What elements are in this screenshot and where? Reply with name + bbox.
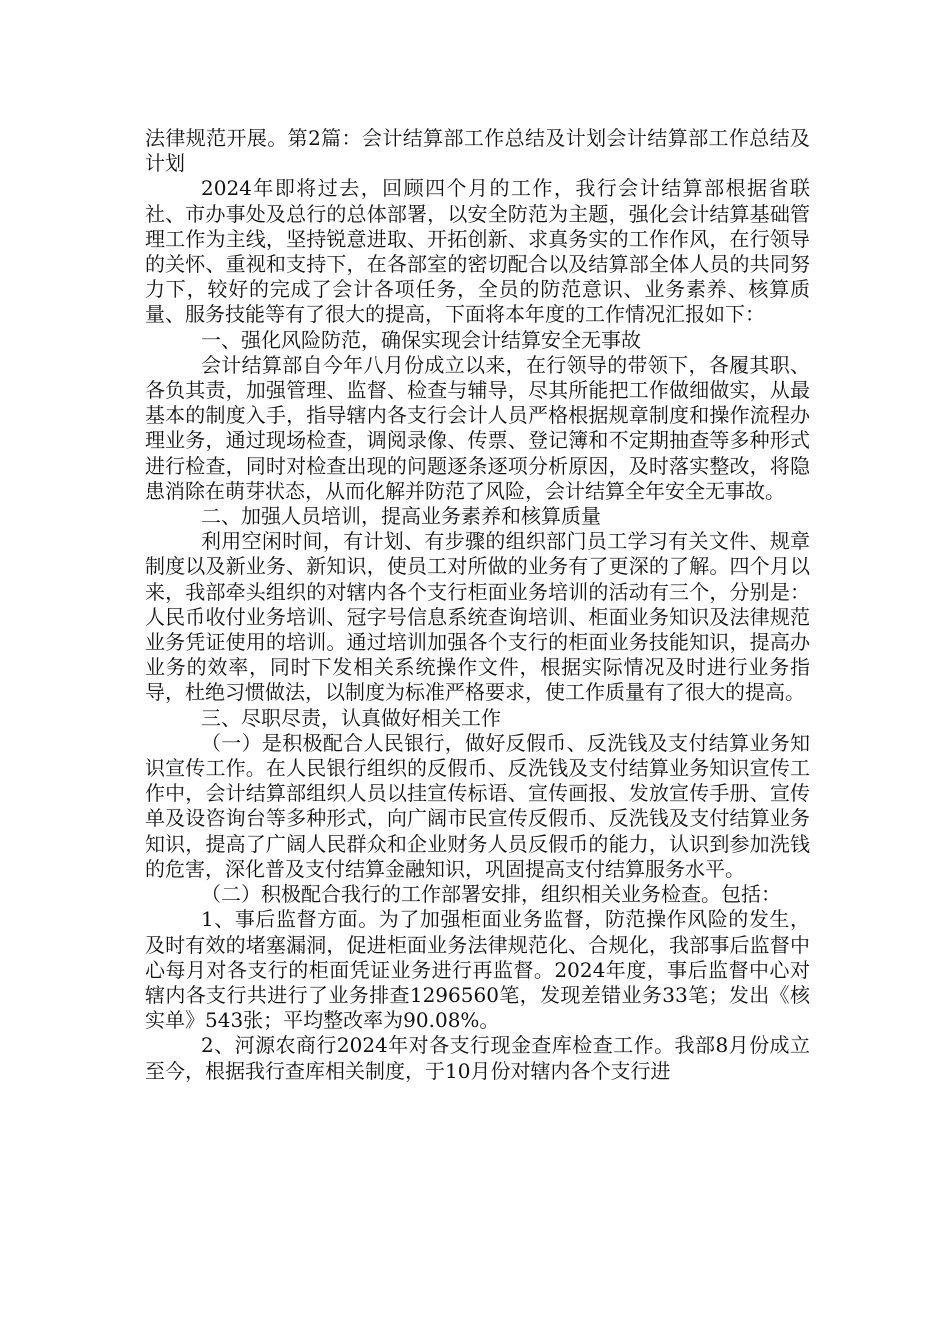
document-page (145, 126, 810, 1084)
paragraph-cash-check: 2、河源农商行2024年对各支行现金查库检查工作。我部8月份成立至今，根据我行查库相关制度，于10月份对辖内各个支行进 (145, 1033, 810, 1083)
paragraph-publicity: （一）是积极配合人民银行，做好反假币、反洗钱及支付结算业务知识宣传工作。在人民银行组织的反假币、反洗钱及支付结算业务知识宣传工作中，会计结算部组织人员以挂宣传标语、宣传画报、发放宣传手册、宣传单及设咨询台等多种形式，向广阔市民宣传反假币、反洗钱及支付结算业务知识，提高了广阔人民群众和企业财务人员反假币的能力，认识到参加洗钱的危害，深化普及支付结算金融知识，巩固提高支付结算服务水平。 (145, 730, 810, 881)
paragraph-risk: 会计结算部自今年八月份成立以来，在行领导的带领下，各履其职、各负其责，加强管理、监督、检查与辅导，尽其所能把工作做细做实，从最基本的制度入手，指导辖内各支行会计人员严格根据规章制度和操作流程办理业务，通过现场检查，调阅录像、传票、登记簿和不定期抽查等多种形式进行检查，同时对检查出现的问题逐条逐项分析原因，及时落实整改，将隐患消除在萌芽状态，从而化解并防范了风险，会计结算全年安全无事故。 (145, 352, 810, 503)
paragraph-intro: 2024年即将过去，回顾四个月的工作，我行会计结算部根据省联社、市办事处及总行的总体部署，以安全防范为主题，强化会计结算基础管理工作为主线，坚持锐意进取、开拓创新、求真务实的工作作风，在行领导的关怀、重视和支持下，在各部室的密切配合以及结算部全体人员的共同努力下，较好的完成了会计各项任务，全员的防范意识、业务素养、核算质量、服务技能等有了很大的提高，下面将本年度的工作情况汇报如下： (145, 176, 810, 327)
paragraph-supervision: 1、事后监督方面。为了加强柜面业务监督，防范操作风险的发生，及时有效的堵塞漏洞，促进柜面业务法律规范化、合规化，我部事后监督中心每月对各支行的柜面凭证业务进行再监督。2024年度，事后监督中心对辖内各支行共进行了业务排查1296560笔，发现差错业务33笔；发出《核实单》543张；平均整改率为90.08%。 (145, 907, 810, 1033)
paragraph-continuation: 法律规范开展。第2篇：会计结算部工作总结及计划会计结算部工作总结及计划 (145, 126, 810, 176)
section-heading-3: 三、尽职尽责，认真做好相关工作 (201, 705, 501, 730)
paragraph-training: 利用空闲时间，有计划、有步骤的组织部门员工学习有关文件、规章制度以及新业务、新知识，使员工对所做的业务有了更深的了解。四个月以来，我部牵头组织的对辖内各个支行柜面业务培训的活动有三个，分别是：人民币收付业务培训、冠字号信息系统查询培训、柜面业务知识及法律规范业务凭证使用的培训。通过培训加强各个支行的柜面业务技能知识，提高办业务的效率，同时下发相关系统操作文件，根据实际情况及时进行业务指导，杜绝习惯做法，以制度为标准严格要求，使工作质量有了很大的提高。 (145, 529, 810, 705)
paragraph-inspection: （二）积极配合我行的工作部署安排，组织相关业务检查。包括： (201, 882, 781, 907)
section-heading-2: 二、加强人员培训，提高业务素养和核算质量 (201, 504, 601, 529)
section-heading-1: 一、强化风险防范，确保实现会计结算安全无事故 (201, 327, 641, 352)
